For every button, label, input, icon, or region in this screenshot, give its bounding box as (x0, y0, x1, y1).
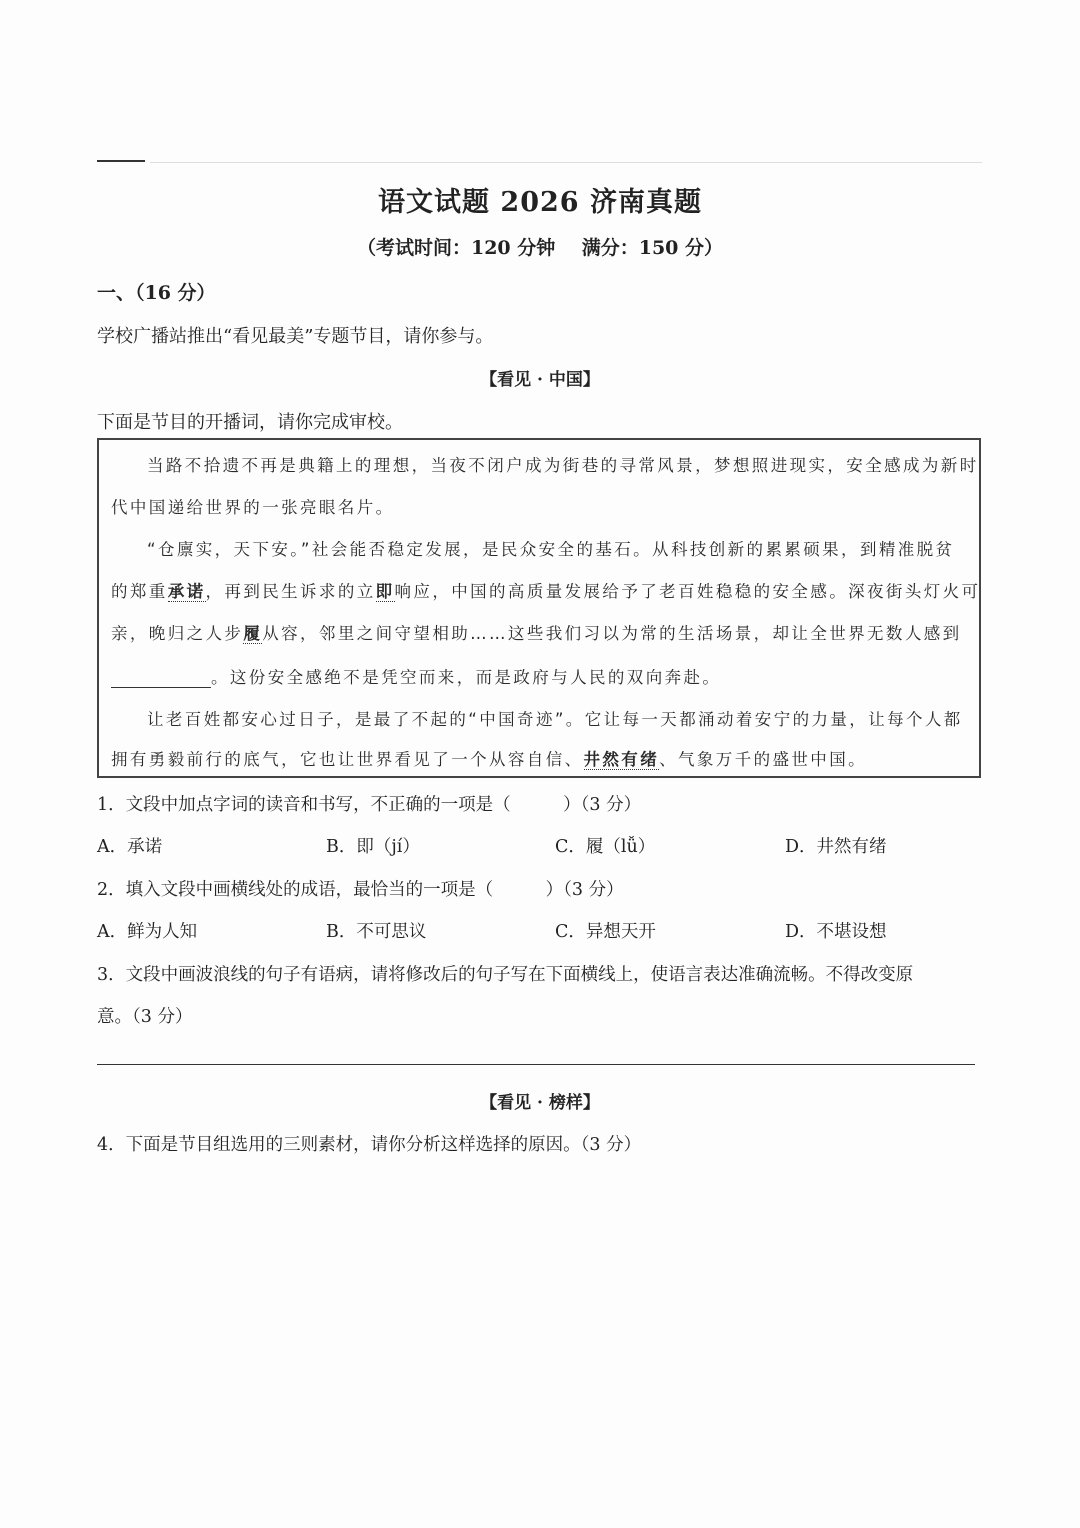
question-3-stem-cont: 意。（3 分） (97, 1007, 193, 1027)
question-1-option-c[interactable]: C．履（lǚ） (555, 837, 656, 857)
question-1-stem: 1．文段中加点字词的读音和书写，不正确的一项是（ ）（3 分） (97, 795, 642, 815)
dotted-word-lv: 履 (243, 624, 263, 643)
passage-text: 的郑重 (111, 582, 168, 601)
passage-box (97, 438, 981, 778)
header-faint-rule (150, 162, 982, 163)
question-1-option-a[interactable]: A．承诺 (97, 837, 163, 857)
passage-line: 当路不拾遗不再是典籍上的理想，当夜不闭户成为街巷的寻常风景，梦想照进现实，安全感成为新时 (147, 456, 979, 475)
subsection-title-china: 【看见 · 中国】 (480, 370, 600, 390)
passage-text: 响应，中国的高质量发展给予了老百姓稳稳的安全感。深夜街头灯火可 (394, 582, 981, 601)
passage-line (111, 746, 867, 770)
question-2-option-b[interactable]: B．不可思议 (326, 922, 427, 942)
exam-time: （考试时间：120 分钟 (356, 237, 556, 259)
passage-text: 。这份安全感绝不是凭空而来，而是政府与人民的双向奔赴。 (211, 668, 722, 687)
passage-text: 从容，邻里之间守望相助……这些我们习以为常的生活场景，却让全世界无数人感到 (262, 624, 962, 643)
section-heading: 一、（16 分） (97, 282, 216, 304)
dotted-word-chengnuo: 承诺 (167, 582, 206, 601)
section-intro: 学校广播站推出“看见最美”专题节目，请你参与。 (97, 326, 494, 347)
passage-line (111, 578, 980, 602)
passage-line (111, 664, 721, 688)
passage-line: 代中国递给世界的一张亮眼名片。 (111, 498, 395, 517)
subsection-instruction: 下面是节目的开播词，请你完成审校。 (97, 412, 403, 433)
passage-line: 让老百姓都安心过日子，是最了不起的“中国奇迹”。它让每一天都涌动着安宁的力量，让每个人都 (147, 710, 963, 729)
question-3-stem: 3．文段中画波浪线的句子有语病，请将修改后的句子写在下面横线上，使语言表达准确流畅。不得改变原 (97, 965, 914, 985)
header-rule (97, 160, 145, 162)
answer-line[interactable] (97, 1064, 975, 1065)
passage-line (111, 620, 962, 644)
passage-line: “仓廪实，天下安。”社会能否稳定发展，是民众安全的基石。从科技创新的累累硕果，到精准脱贫 (147, 540, 955, 559)
subsection-title-role-model: 【看见 · 榜样】 (480, 1093, 600, 1113)
question-1-option-d[interactable]: D．井然有绪 (785, 837, 887, 857)
exam-title: 语文试题 2026 济南真题 (378, 187, 702, 218)
question-2-option-a[interactable]: A．鲜为人知 (97, 922, 198, 942)
dotted-word-ji: 即 (375, 582, 395, 601)
passage-text: 拥有勇毅前行的底气，它也让世界看见了一个从容自信、 (111, 750, 584, 769)
passage-text: ，再到民生诉求的立 (205, 582, 376, 601)
question-2-option-d[interactable]: D．不堪设想 (785, 922, 887, 942)
question-1-option-b[interactable]: B．即（jí） (326, 837, 420, 857)
passage-text: 、气象万千的盛世中国。 (659, 750, 868, 769)
dotted-word-jingranyouxu: 井然有绪 (583, 750, 660, 769)
question-2-option-c[interactable]: C．异想天开 (555, 922, 656, 942)
exam-info (0, 233, 1080, 260)
passage-text: 亲，晚归之人步 (111, 624, 244, 643)
question-2-stem: 2．填入文段中画横线处的成语，最恰当的一项是（ ）（3 分） (97, 880, 624, 900)
question-4-stem: 4．下面是节目组选用的三则素材，请你分析这样选择的原因。（3 分） (97, 1135, 642, 1155)
full-score: 满分：150 分） (581, 237, 724, 259)
fill-in-blank[interactable] (111, 669, 211, 688)
